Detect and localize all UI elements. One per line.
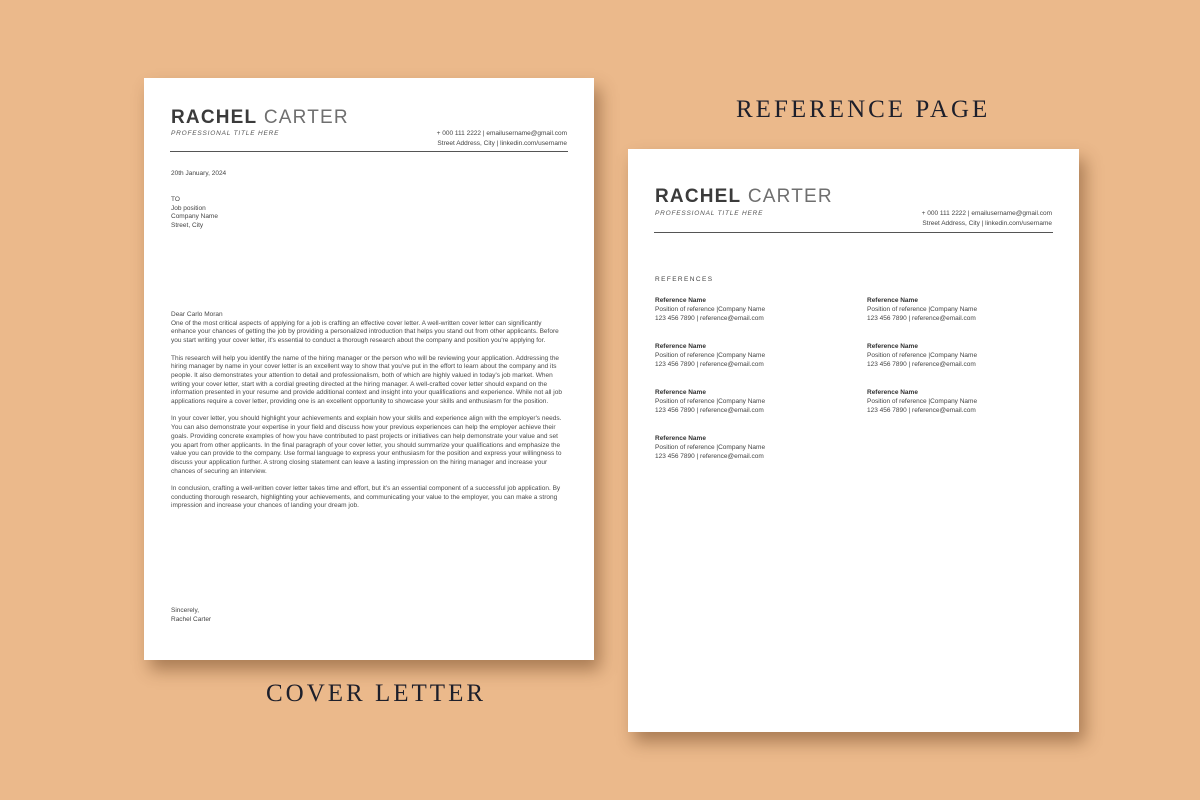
reference-name: Reference Name — [655, 343, 706, 350]
references-heading: REFERENCES — [655, 276, 714, 283]
contact-line: Street Address, City | linkedin.com/username — [922, 220, 1052, 227]
recipient-line: Company Name — [171, 213, 218, 221]
letter-date: 20th January, 2024 — [171, 170, 227, 177]
closing: Sincerely, — [171, 607, 200, 614]
reference-entry — [655, 296, 765, 323]
reference-contact: 123 456 7890 | reference@email.com — [655, 453, 764, 460]
reference-entry — [655, 342, 765, 369]
professional-title: PROFESSIONAL TITLE HERE — [655, 210, 764, 217]
reference-position: Position of reference |Company Name — [655, 306, 766, 313]
reference-entry — [655, 434, 765, 461]
recipient-line: TO — [171, 196, 180, 203]
recipient-block — [171, 196, 218, 231]
body-paragraph: This research will help you identify the name of the hiring manager or the person who will be reviewing your application. Addressing the hiring manager by name in your cover letter is an excellent way to show that you've put in the effort to learn about the company and its people. It also demonstrates your attention to detail and professionalism, both of which are highly valued in today's job market. When writing your cover letter, start with a cordial greeting directed at the hiring manager. A well-crafted cover letter should expand on the information presented in your resume and provide additional context and insight into your qualifications and experience. While not all job applications require a cover letter, providing one is an excellent opportunity to showcase your skills and enthusiasm for the position. — [171, 354, 562, 406]
first-name: RACHEL — [171, 107, 258, 128]
reference-entry — [867, 342, 977, 369]
header-divider — [654, 232, 1053, 233]
reference-page-caption: REFERENCE PAGE — [736, 96, 991, 123]
cover-letter-page — [144, 78, 594, 660]
body-paragraph: In your cover letter, you should highlight your achievements and explain how your skills and experience align with the employer's needs. You can also demonstrate your expertise in your field and discuss how your previous experiences can help the employer achieve their goals. Providing concrete examples of how you have contributed to past projects or initiatives can help demonstrate your value and set you apart from other applicants. In the final paragraph of your cover letter, you should summarize your qualifications and emphasize the value you can provide to the company. Use formal language to express your enthusiasm for the position and express your willingness to discuss your application further. A strong closing statement can leave a lasting impression on the hiring manager and increase your chances of securing an interview. — [171, 415, 562, 475]
reference-position: Position of reference |Company Name — [655, 352, 766, 359]
reference-position: Position of reference |Company Name — [867, 352, 978, 359]
contact-line: Street Address, City | linkedin.com/username — [437, 140, 567, 147]
reference-contact: 123 456 7890 | reference@email.com — [655, 315, 764, 322]
signature: Rachel Carter — [171, 615, 212, 623]
reference-name: Reference Name — [867, 389, 918, 396]
letter-body — [171, 311, 567, 520]
recipient-line: Street, City — [171, 222, 204, 230]
professional-title: PROFESSIONAL TITLE HERE — [171, 130, 280, 137]
last-name: CARTER — [263, 107, 349, 128]
reference-contact: 123 456 7890 | reference@email.com — [867, 361, 976, 368]
reference-position: Position of reference |Company Name — [867, 306, 978, 313]
reference-page — [628, 149, 1079, 732]
reference-name: Reference Name — [655, 297, 706, 304]
body-paragraph: In conclusion, crafting a well-written cover letter takes time and effort, but it's an essential component of a successful job application. By conducting thorough research, highlighting your achievements, and communicating your value to the employer, you can make a strong impression and increase your chances of landing your dream job. — [171, 485, 561, 510]
body-paragraph: One of the most critical aspects of applying for a job is crafting an effective cover letter. A well-written cover letter can significantly enhance your chances of getting the job by providing a personalized introduction that helps you stand out from other applicants. Before you start writing your cover letter, it's essential to conduct a thorough research about the company and position you're applying for. — [171, 319, 559, 345]
reference-entry — [867, 296, 977, 323]
recipient-line: Job position — [171, 204, 206, 212]
reference-page-name — [655, 186, 833, 208]
reference-position: Position of reference |Company Name — [655, 444, 766, 451]
contact-line: + 000 111 2222 | emailusername@gmail.com — [436, 130, 567, 137]
header-divider — [170, 151, 568, 152]
reference-position: Position of reference |Company Name — [655, 398, 766, 405]
reference-entry — [867, 388, 977, 415]
reference-contact: 123 456 7890 | reference@email.com — [655, 407, 764, 414]
reference-name: Reference Name — [655, 389, 706, 396]
reference-entry — [655, 388, 765, 415]
contact-line: + 000 111 2222 | emailusername@gmail.com — [921, 210, 1052, 217]
reference-position: Position of reference |Company Name — [867, 398, 978, 405]
contact-info — [437, 129, 567, 149]
cover-letter-name — [171, 107, 349, 129]
salutation: Dear Carlo Moran — [171, 311, 223, 318]
first-name: RACHEL — [655, 186, 742, 207]
closing-block — [171, 607, 211, 624]
last-name: CARTER — [747, 186, 833, 207]
cover-letter-caption: COVER LETTER — [266, 680, 487, 707]
reference-contact: 123 456 7890 | reference@email.com — [867, 407, 976, 414]
contact-info — [922, 209, 1052, 229]
reference-name: Reference Name — [655, 435, 706, 442]
reference-name: Reference Name — [867, 297, 918, 304]
reference-name: Reference Name — [867, 343, 918, 350]
reference-contact: 123 456 7890 | reference@email.com — [655, 361, 764, 368]
reference-contact: 123 456 7890 | reference@email.com — [867, 315, 976, 322]
